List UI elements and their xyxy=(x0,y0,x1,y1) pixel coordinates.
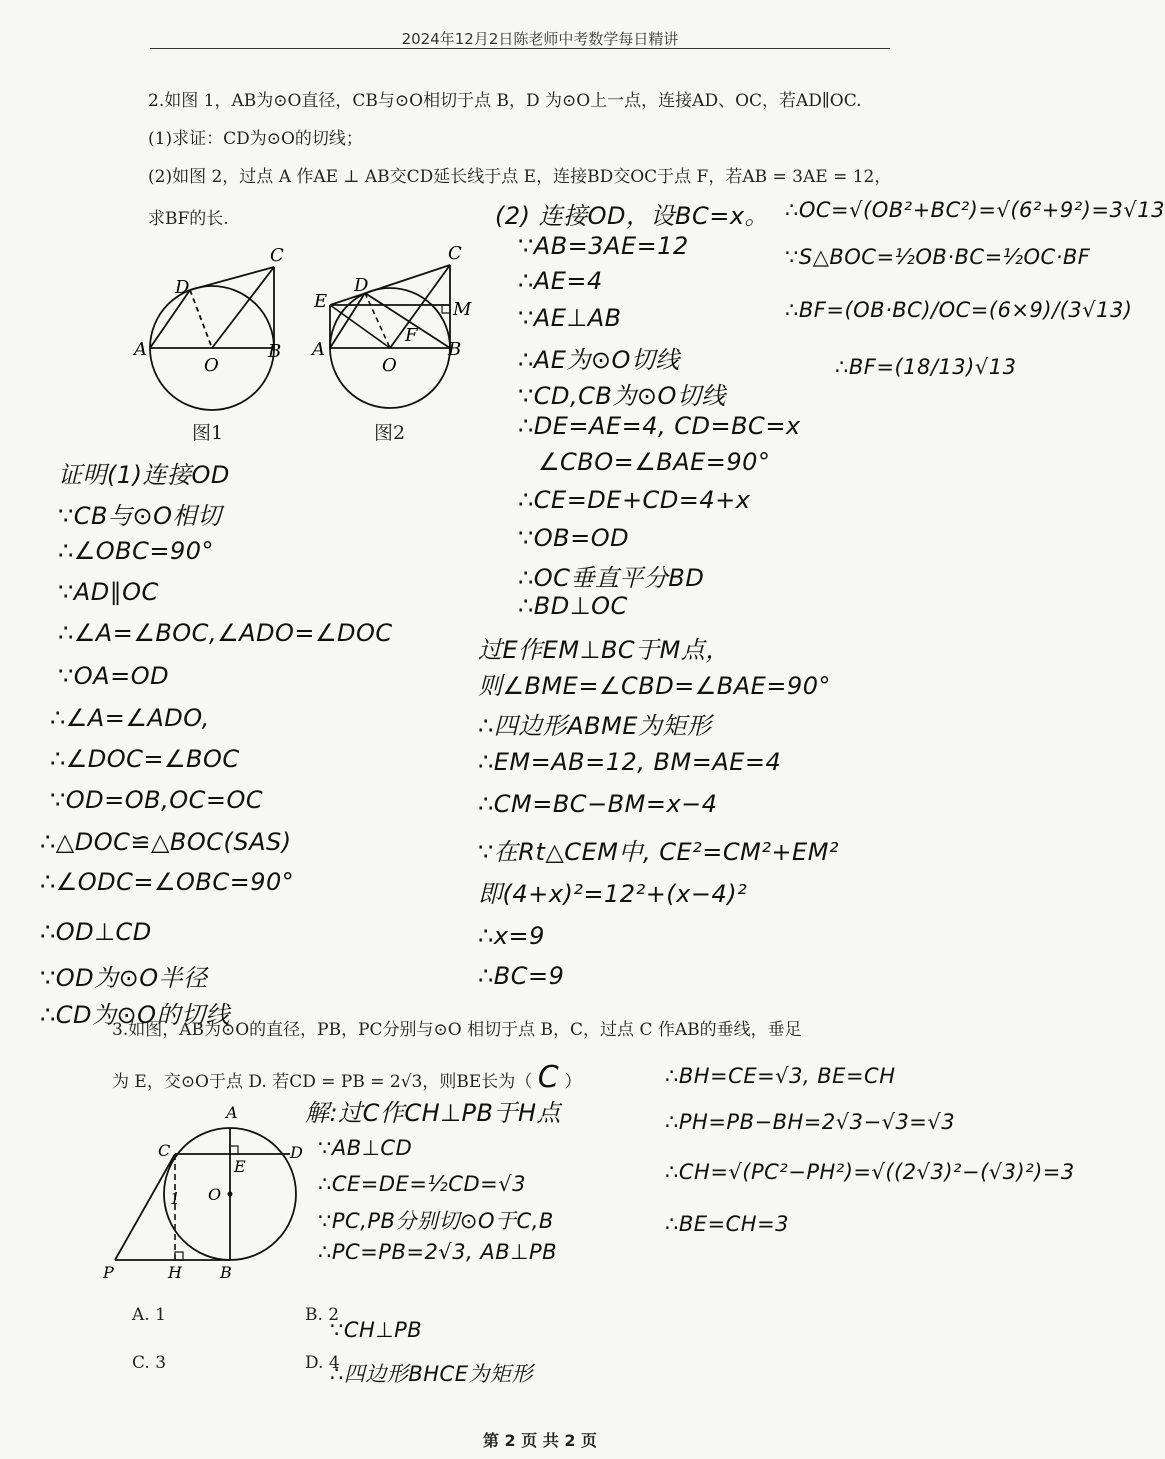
q3-label-c: C xyxy=(158,1141,171,1160)
q2-stem: 2.如图 1，AB为⊙O直径，CB与⊙O相切于点 B，D 为⊙O上一点，连接AD、OC，若AD∥OC. xyxy=(148,91,862,111)
proof1-line: ∵OA=OD xyxy=(58,662,170,690)
q2-part2: (2)如图 2，过点 A 作AE ⊥ AB交CD延长线于点 E，连接BD交OC于点 F，若AB = 3AE = 12， xyxy=(148,167,892,187)
proof1-line: ∴△DOC≌△BOC(SAS) xyxy=(40,828,292,856)
part2-line: ∵在Rt△CEM中, CE²=CM²+EM² xyxy=(478,838,840,866)
figure-2-caption: 图2 xyxy=(374,422,406,444)
figure-1-caption: 图1 xyxy=(192,422,224,444)
proof1-line: ∴OD⊥CD xyxy=(40,918,152,946)
part2-line: ∵AE⊥AB xyxy=(518,304,622,332)
part2-line: ∠CBO=∠BAE=90° xyxy=(538,448,771,476)
proof1-line: ∵OD为⊙O半径 xyxy=(40,964,208,992)
part2-line: ∴AE为⊙O切线 xyxy=(518,346,680,374)
q3-close-paren: ） xyxy=(564,1072,582,1092)
part2-right-line: ∵S△BOC=½OB·BC=½OC·BF xyxy=(785,245,1091,269)
q2-part1: (1)求证：CD为⊙O的切线； xyxy=(148,129,363,149)
q2-part2-cont: 求BF的长. xyxy=(148,209,229,229)
proof1-line: ∴∠ODC=∠OBC=90° xyxy=(40,868,295,896)
q3-left-line: ∴四边形BHCE为矩形 xyxy=(330,1362,533,1386)
fig2-label-f: F xyxy=(405,325,418,346)
q3-option-c: C. 3 xyxy=(132,1353,167,1373)
q3-label-o: O xyxy=(208,1185,222,1204)
fig1-label-o: O xyxy=(204,355,219,376)
proof1-line: ∴∠DOC=∠BOC xyxy=(50,745,240,773)
q3-stem2: 为 E，交⊙O于点 D. 若CD = PB = 2√3，则BE长为（ xyxy=(112,1072,533,1092)
q3-stem-cont xyxy=(112,1060,582,1095)
q3-option-b: B. 2 xyxy=(305,1305,340,1325)
q3-left-line: 解:过C作CH⊥PB于H点 xyxy=(305,1099,562,1127)
proof1-line: ∴∠A=∠ADO, xyxy=(50,704,210,732)
part2-right-line: ∴BF=(OB·BC)/OC=(6×9)/(3√13) xyxy=(785,298,1133,322)
part2-line: ∴AE=4 xyxy=(518,267,603,295)
fig2-label-e: E xyxy=(314,291,328,312)
page-footer: 第 2 页 共 2 页 xyxy=(482,1431,598,1450)
fig1-label-d: D xyxy=(175,277,190,298)
q3-handwritten-answer: C xyxy=(537,1060,560,1095)
part2-line: ∴BD⊥OC xyxy=(518,592,628,620)
fig2-label-b: B xyxy=(448,339,462,360)
proof1-line: ∵OD=OB,OC=OC xyxy=(50,786,264,814)
q3-right-line: ∴BE=CH=3 xyxy=(665,1212,790,1236)
q3-label-d: D xyxy=(290,1143,303,1162)
part2-line: 则∠BME=∠CBD=∠BAE=90° xyxy=(478,672,831,700)
proof1-line: ∵CB与⊙O相切 xyxy=(58,502,222,530)
figure-1-diagram xyxy=(130,235,300,410)
part2-line: ∴BC=9 xyxy=(478,962,565,990)
q3-option-d: D. 4 xyxy=(305,1353,340,1373)
part2-line: ∴DE=AE=4, CD=BC=x xyxy=(518,412,801,440)
part2-line: ∵CD,CB为⊙O切线 xyxy=(518,382,726,410)
q3-label-e: E xyxy=(234,1157,246,1176)
q3-option-a: A. 1 xyxy=(132,1305,166,1325)
fig1-label-c: C xyxy=(270,245,284,266)
part2-line: 过E作EM⊥BC于M点， xyxy=(478,636,730,664)
fig1-label-a: A xyxy=(134,339,147,360)
header-rule xyxy=(150,48,890,49)
part2-line: ∴EM=AB=12, BM=AE=4 xyxy=(478,748,782,776)
proof1-line: ∴CD为⊙O的切线 xyxy=(40,1001,231,1029)
part2-line: ∴四边形ABME为矩形 xyxy=(478,712,712,740)
q3-stem: 3.如图，AB为⊙O的直径，PB，PC分别与⊙O 相切于点 B，C，过点 C 作AB的垂线，垂足 xyxy=(112,1020,802,1040)
q3-left-line: ∵PC,PB分别切⊙O于C,B xyxy=(318,1209,554,1233)
part2-line: ∴OC垂直平分BD xyxy=(518,564,705,592)
fig2-label-m: M xyxy=(453,299,472,320)
q3-right-line: ∴CH=√(PC²−PH²)=√((2√3)²−(√3)²)=3 xyxy=(665,1160,1075,1184)
q3-right-line: ∴PH=PB−BH=2√3−√3=√3 xyxy=(665,1110,956,1134)
fig2-label-d: D xyxy=(354,275,369,296)
q3-left-line: ∴CE=DE=½CD=√3 xyxy=(318,1172,526,1196)
q3-label-h: H xyxy=(168,1263,182,1282)
q3-label-one: 1 xyxy=(170,1189,181,1208)
q3-label-a: A xyxy=(226,1103,238,1122)
part2-line: ∴x=9 xyxy=(478,922,545,950)
page-header: 2024年12月2日陈老师中考数学每日精讲 xyxy=(401,30,679,48)
fig2-label-o: O xyxy=(382,355,397,376)
part2-line: 即(4+x)²=12²+(x−4)² xyxy=(478,880,748,908)
part2-line: ∵AB=3AE=12 xyxy=(518,232,689,260)
part2-line: (2) 连接OD，设BC=x。 xyxy=(495,202,770,230)
proof1-line: ∴∠OBC=90° xyxy=(58,537,215,565)
proof1-line: ∵AD∥OC xyxy=(58,578,159,606)
part2-right-line: ∴BF=(18/13)√13 xyxy=(835,355,1017,379)
proof1-line: 证明(1)连接OD xyxy=(58,461,230,489)
figure-2-diagram xyxy=(310,235,485,410)
part2-line: ∵OB=OD xyxy=(518,524,630,552)
fig2-label-a: A xyxy=(312,339,325,360)
q3-figure-diagram xyxy=(100,1098,315,1283)
part2-line: ∴CM=BC−BM=x−4 xyxy=(478,790,718,818)
q3-left-line: ∴PC=PB=2√3, AB⊥PB xyxy=(318,1240,558,1264)
q3-left-line: ∵CH⊥PB xyxy=(330,1318,423,1342)
q3-right-line: ∴BH=CE=√3, BE=CH xyxy=(665,1064,896,1088)
q3-label-p: P xyxy=(103,1263,114,1282)
q3-left-line: ∵AB⊥CD xyxy=(318,1136,413,1160)
part2-right-line: ∴OC=√(OB²+BC²)=√(6²+9²)=3√13 xyxy=(785,198,1165,222)
proof1-line: ∴∠A=∠BOC,∠ADO=∠DOC xyxy=(58,619,393,647)
fig2-label-c: C xyxy=(448,243,462,264)
part2-line: ∴CE=DE+CD=4+x xyxy=(518,486,751,514)
fig1-label-b: B xyxy=(268,341,282,362)
q3-label-b: B xyxy=(220,1263,232,1282)
